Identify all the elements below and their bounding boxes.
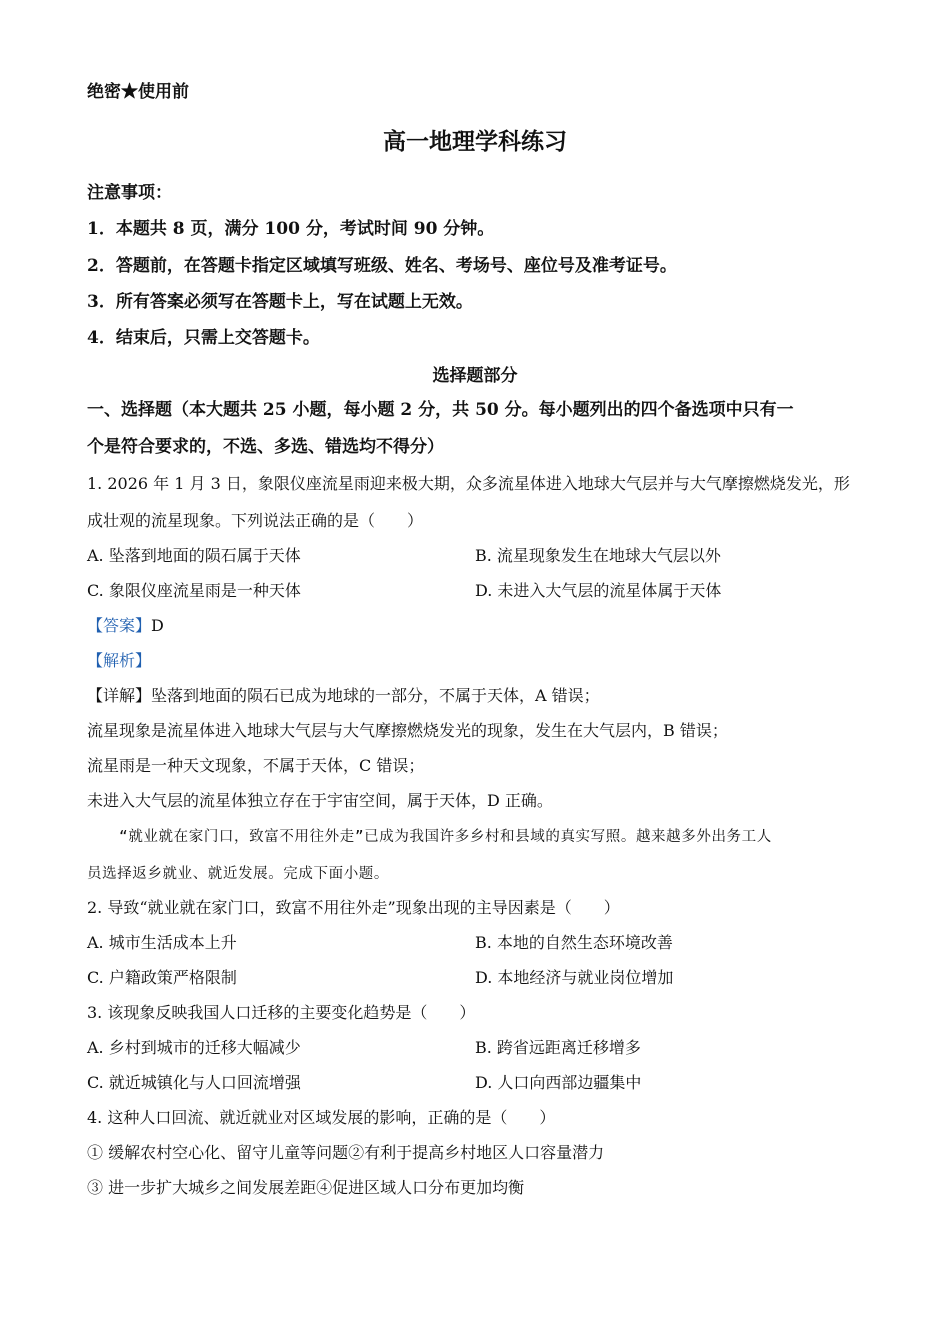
- q2-option-a: A. 城市生活成本上升: [87, 933, 237, 952]
- q1-detail: [87, 686, 600, 706]
- q1-option-d: D. 未进入大气层的流星体属于天体: [475, 581, 722, 600]
- q1-analysis-label: 【解析】: [87, 651, 152, 670]
- notice-heading: 注意事项：: [87, 183, 172, 203]
- section-heading: 一、选择题（本大题共 25 小题，每小题 2 分，共 50 分。每小题列出的四个备选项中只有一: [87, 400, 794, 420]
- q3-option-c: C. 就近城镇化与人口回流增强: [87, 1073, 301, 1092]
- q1-detail: 流星现象是流星体进入地球大气层与大气摩擦燃烧发光的现象，发生在大气层内，B 错误；: [87, 721, 728, 740]
- q1-option-b: B. 流星现象发生在地球大气层以外: [475, 546, 721, 565]
- secret-mark: 绝密★使用前: [87, 82, 189, 102]
- page-title: 高一地理学科练习: [383, 128, 567, 155]
- q4-choices: ① 缓解农村空心化、留守儿童等问题②有利于提高乡村地区人口容量潜力: [87, 1143, 605, 1162]
- q1-answer: [87, 616, 164, 636]
- q3-option-d: D. 人口向西部边疆集中: [475, 1073, 642, 1092]
- section-title: 选择题部分: [432, 366, 518, 386]
- q1-stem: 1. 2026 年 1 月 3 日，象限仪座流星雨迎来极大期，众多流星体进入地球大气层并与大气摩擦燃烧发光，形: [87, 474, 850, 493]
- q1-detail: 流星雨是一种天文现象，不属于天体，C 错误；: [87, 756, 425, 775]
- notice-item: 3．所有答案必须写在答题卡上，写在试题上无效。: [87, 292, 473, 312]
- detail-text: 坠落到地面的陨石已成为地球的一部分，不属于天体，A 错误；: [151, 686, 600, 705]
- notice-item: 2．答题前，在答题卡指定区域填写班级、姓名、考场号、座位号及准考证号。: [87, 256, 677, 276]
- passage: “就业就在家门口，致富不用往外走”已成为我国许多乡村和县域的真实写照。越来越多外出务工人: [119, 829, 772, 845]
- detail-label: 【详解】: [87, 686, 152, 705]
- q2-stem: 2. 导致“就业就在家门口，致富不用往外走”现象出现的主导因素是（ ）: [87, 898, 620, 917]
- q1-stem: 成壮观的流星现象。下列说法正确的是（ ）: [87, 511, 424, 530]
- q4-stem: 4. 这种人口回流、就近就业对区域发展的影响，正确的是（ ）: [87, 1108, 556, 1127]
- q3-stem: 3. 该现象反映我国人口迁移的主要变化趋势是（ ）: [87, 1003, 476, 1022]
- passage: 员选择返乡就业、就近发展。完成下面小题。: [87, 866, 389, 882]
- q1-detail: 未进入大气层的流星体独立存在于宇宙空间，属于天体，D 正确。: [87, 791, 553, 810]
- q1-option-a: A. 坠落到地面的陨石属于天体: [87, 546, 301, 565]
- answer-value: D: [151, 616, 164, 635]
- q3-option-b: B. 跨省远距离迁移增多: [475, 1038, 641, 1057]
- q3-option-a: A. 乡村到城市的迁移大幅减少: [87, 1038, 301, 1057]
- q4-choices: ③ 进一步扩大城乡之间发展差距④促进区域人口分布更加均衡: [87, 1178, 525, 1197]
- section-heading: 个是符合要求的，不选、多选、错选均不得分）: [87, 437, 444, 457]
- q2-option-c: C. 户籍政策严格限制: [87, 968, 237, 987]
- q2-option-b: B. 本地的自然生态环境改善: [475, 933, 673, 952]
- q1-option-c: C. 象限仪座流星雨是一种天体: [87, 581, 301, 600]
- notice-item: 1．本题共 8 页，满分 100 分，考试时间 90 分钟。: [87, 219, 495, 239]
- q2-option-d: D. 本地经济与就业岗位增加: [475, 968, 674, 987]
- answer-label: 【答案】: [87, 616, 152, 635]
- notice-item: 4．结束后，只需上交答题卡。: [87, 328, 320, 348]
